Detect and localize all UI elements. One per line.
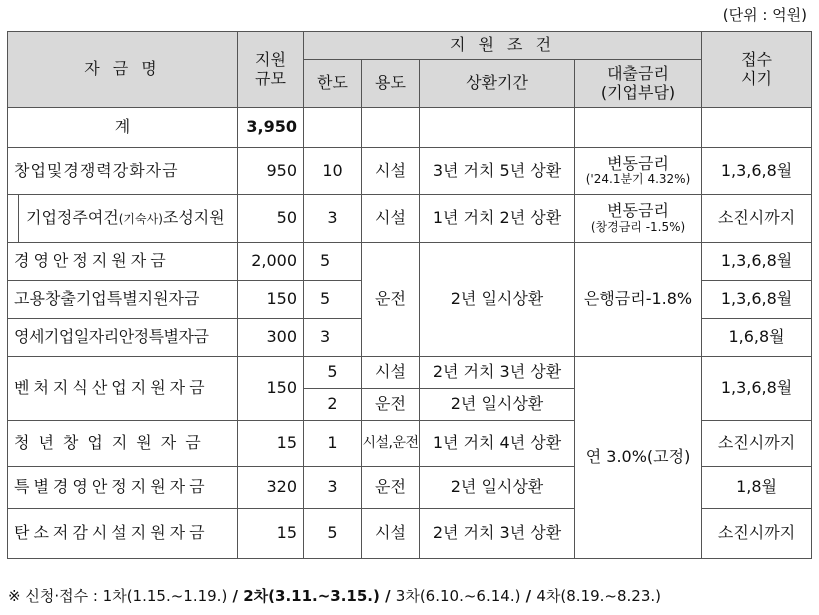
row-name: 창업및경쟁력강화자금 bbox=[8, 148, 238, 195]
row-purpose: 운전 bbox=[362, 467, 420, 509]
header-fund-name: 자 금 명 bbox=[8, 32, 238, 108]
header-conditions: 지 원 조 건 bbox=[304, 32, 702, 60]
row-name-c: 조성지원 bbox=[162, 208, 225, 228]
row-scale: 320 bbox=[238, 467, 304, 509]
row-repay: 1년 거치 2년 상환 bbox=[420, 195, 575, 243]
header-repay: 상환기간 bbox=[420, 60, 575, 108]
row-scale: 950 bbox=[238, 148, 304, 195]
group-repay: 2년 일시상환 bbox=[420, 243, 575, 357]
note-round-1: 1차(1.15.~1.19.) bbox=[102, 587, 228, 605]
row-period: 소진시까지 bbox=[702, 509, 812, 559]
row-rate bbox=[575, 195, 702, 243]
table-row bbox=[8, 243, 812, 281]
row-scale: 150 bbox=[238, 357, 304, 421]
fixed-rate: 연 3.0%(고정) bbox=[575, 357, 702, 559]
fund-table bbox=[7, 31, 812, 559]
row-period: 1,3,6,8월 bbox=[702, 281, 812, 319]
table-row bbox=[8, 148, 812, 195]
note-sep-3: / bbox=[520, 587, 537, 605]
row-repay: 2년 일시상환 bbox=[420, 467, 575, 509]
group-purpose: 운전 bbox=[362, 243, 420, 357]
unit-label: (단위 : 억원) bbox=[722, 6, 807, 24]
row-limit: 10 bbox=[304, 148, 362, 195]
table-row bbox=[8, 195, 812, 243]
row-limit: 5 bbox=[304, 357, 362, 389]
row-scale: 300 bbox=[238, 319, 304, 357]
header-limit: 한도 bbox=[304, 60, 362, 108]
note-sep-1: / bbox=[227, 587, 244, 605]
row-repay: 2년 거치 3년 상환 bbox=[420, 357, 575, 389]
note-round-4: 4차(8.19.~8.23.) bbox=[536, 587, 662, 605]
row-scale: 150 bbox=[238, 281, 304, 319]
row-repay: 1년 거치 4년 상환 bbox=[420, 421, 575, 467]
rate-line-2: ('24.1분기 4.32%) bbox=[585, 172, 691, 187]
row-rate bbox=[575, 148, 702, 195]
row-period: 소진시까지 bbox=[702, 421, 812, 467]
row-period: 1,6,8월 bbox=[702, 319, 812, 357]
row-limit: 2 bbox=[304, 389, 362, 421]
row-period: 1,3,6,8월 bbox=[702, 243, 812, 281]
row-repay: 3년 거치 5년 상환 bbox=[420, 148, 575, 195]
row-period: 1,3,6,8월 bbox=[702, 148, 812, 195]
row-limit: 3 bbox=[304, 195, 362, 243]
row-period: 1,3,6,8월 bbox=[702, 357, 812, 421]
row-scale: 15 bbox=[238, 421, 304, 467]
header-scale: 지원 규모 bbox=[238, 32, 304, 108]
row-period: 소진시까지 bbox=[702, 195, 812, 243]
row-repay: 2년 거치 3년 상환 bbox=[420, 509, 575, 559]
row-purpose: 시설 bbox=[362, 509, 420, 559]
row-name: 영세기업일자리안정특별자금 bbox=[8, 319, 238, 357]
row-name: 경영안정지원자금 bbox=[8, 243, 238, 281]
row-scale: 2,000 bbox=[238, 243, 304, 281]
row-scale: 15 bbox=[238, 509, 304, 559]
header-purpose: 용도 bbox=[362, 60, 420, 108]
header-period: 접수 시기 bbox=[702, 32, 812, 108]
note-round-3: 3차(6.10.~6.14.) bbox=[395, 587, 521, 605]
table-row bbox=[8, 108, 812, 148]
row-purpose: 시설 bbox=[362, 357, 420, 389]
row-name: 계 bbox=[8, 108, 238, 148]
row-repay: 2년 일시상환 bbox=[420, 389, 575, 421]
row-name: 벤처지식산업지원자금 bbox=[8, 357, 238, 421]
note-sep-2: / bbox=[379, 587, 396, 605]
row-scale: 3,950 bbox=[238, 108, 304, 148]
note-round-2: 2차(3.11.~3.15.) bbox=[243, 587, 380, 605]
row-scale: 50 bbox=[238, 195, 304, 243]
row-name-b: (기숙사) bbox=[118, 212, 163, 227]
row-limit: 5 bbox=[304, 243, 362, 281]
row-limit: 3 bbox=[304, 319, 362, 357]
row-name: 탄소저감시설지원자금 bbox=[8, 509, 238, 559]
rate-line-1: 변동금리 bbox=[607, 153, 669, 173]
row-limit: 5 bbox=[304, 281, 362, 319]
table-row bbox=[8, 357, 812, 389]
row-limit: 3 bbox=[304, 467, 362, 509]
note-prefix: ※ 신청·접수 : bbox=[8, 587, 103, 605]
group-rate: 은행금리-1.8% bbox=[575, 243, 702, 357]
application-note bbox=[8, 585, 661, 606]
rate-line-1: 변동금리 bbox=[607, 201, 669, 221]
row-purpose: 시설,운전 bbox=[362, 421, 420, 467]
row-name: 청년창업지원자금 bbox=[8, 421, 238, 467]
row-purpose: 운전 bbox=[362, 389, 420, 421]
row-name-a: 기업정주여건 bbox=[26, 208, 119, 228]
row-name: 고용창출기업특별지원자금 bbox=[8, 281, 238, 319]
row-purpose: 시설 bbox=[362, 195, 420, 243]
row-name bbox=[8, 195, 238, 243]
header-rate: 대출금리 (기업부담) bbox=[575, 60, 702, 108]
rate-line-2: (창경금리 -1.5%) bbox=[590, 219, 686, 234]
row-name: 특별경영안정지원자금 bbox=[8, 467, 238, 509]
row-limit: 5 bbox=[304, 509, 362, 559]
row-period: 1,8월 bbox=[702, 467, 812, 509]
row-limit: 1 bbox=[304, 421, 362, 467]
row-purpose: 시설 bbox=[362, 148, 420, 195]
